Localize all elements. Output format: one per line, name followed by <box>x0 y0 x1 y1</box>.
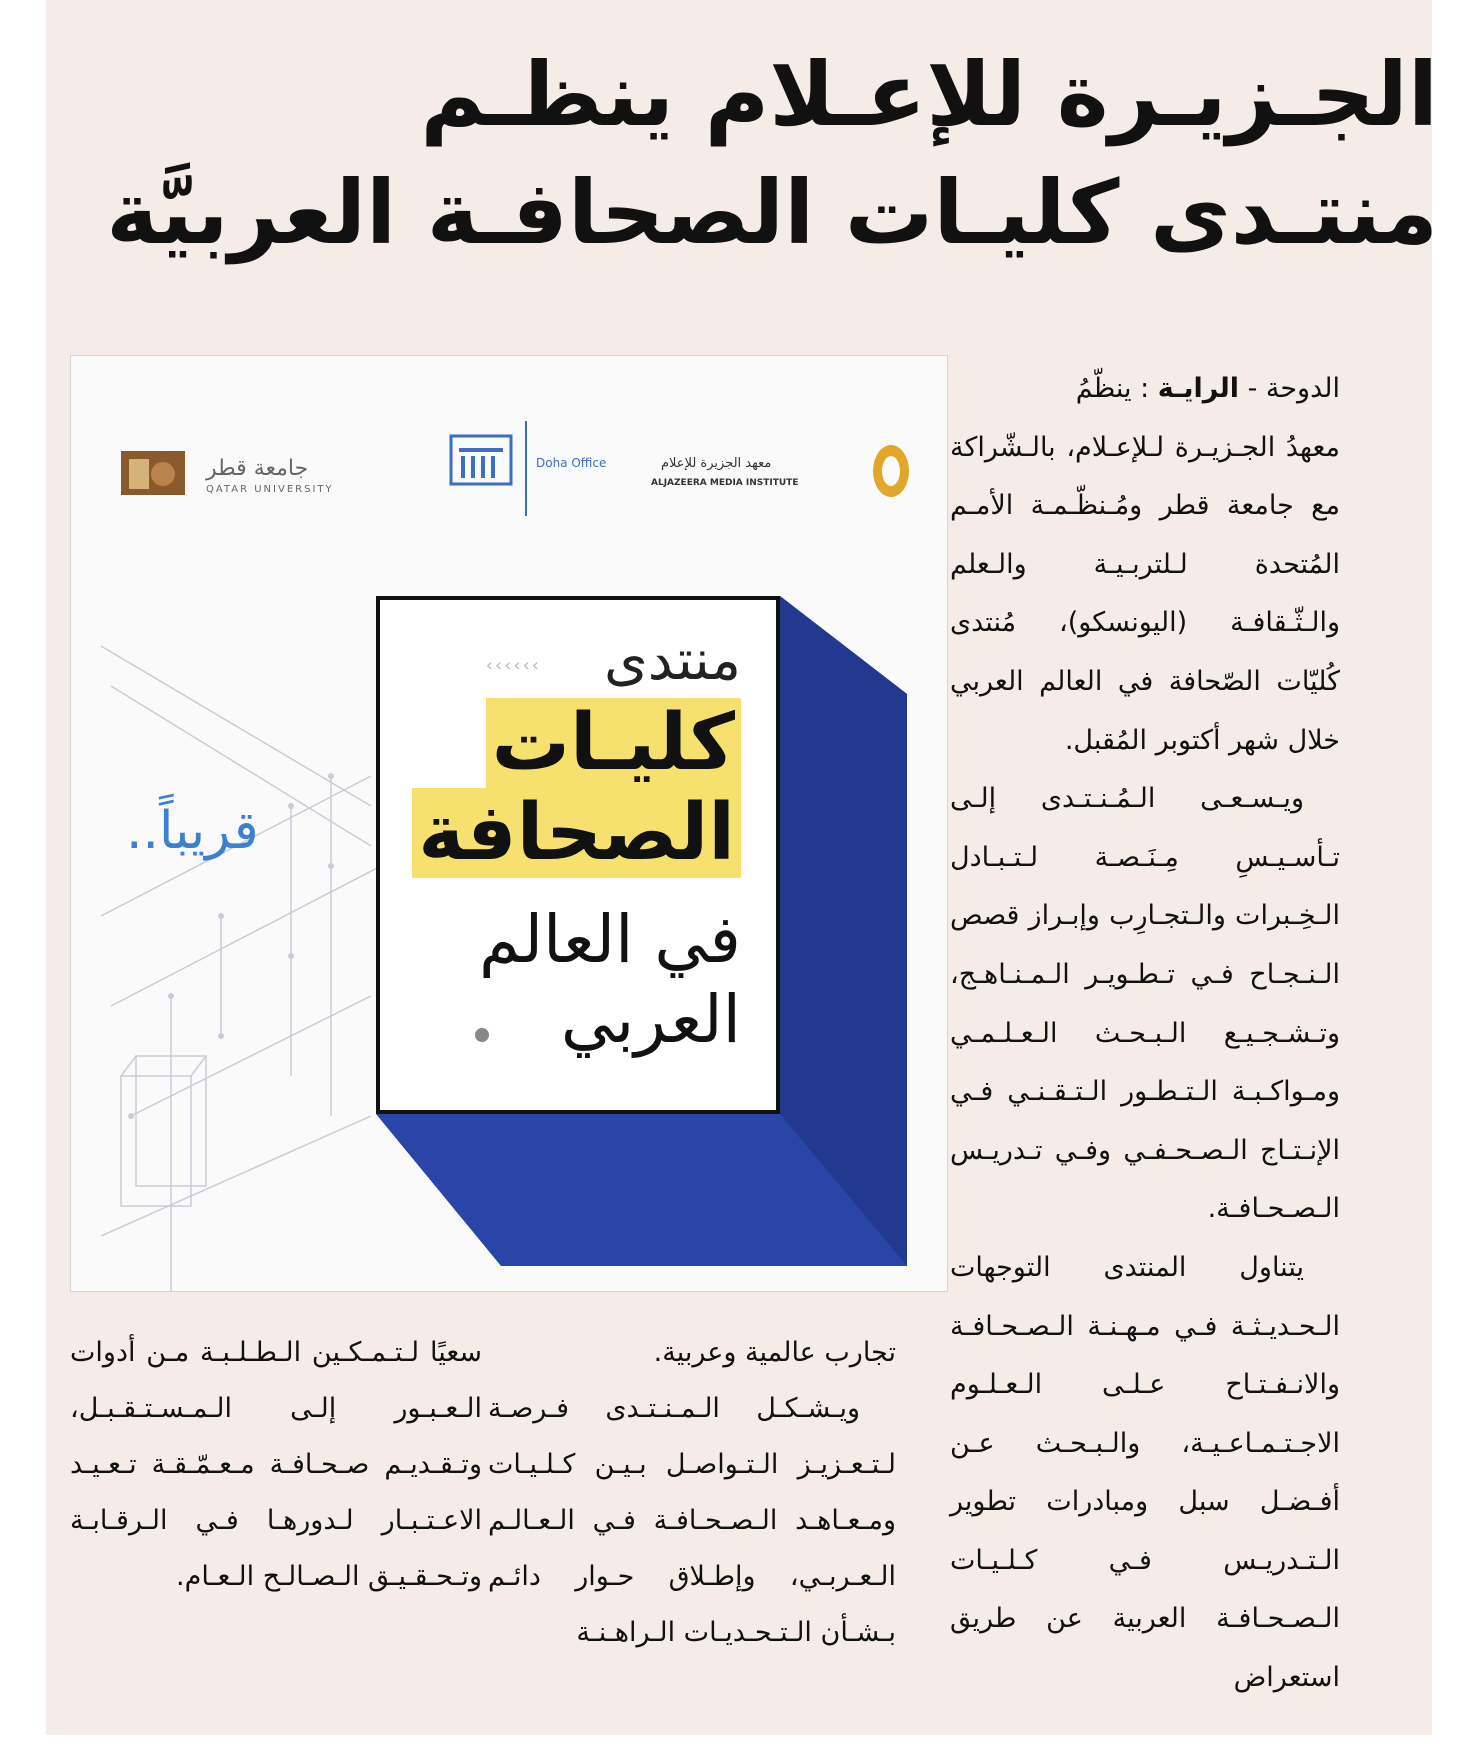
poster-line-in-the-world: في العالم <box>479 901 741 978</box>
forum-poster-image <box>70 355 948 1292</box>
poster-line-journalism <box>412 790 741 876</box>
article-paragraph-6: سعيًا لـتـمـكـين الـطـلـبـة مـن أدوات الـعـبـور إلـى الـمـسـتـقـبـل، وتـقـديـم صـحـافـة مـعـمّـقـة تـعـيـد الاعـتـبـار لـدورهـا فـي الـرقـابـة وتـحـقـيـق الـصـالـح الـعـام. <box>70 1337 482 1592</box>
poster-line-arab: العربي <box>560 981 741 1058</box>
aljazeera-media-institute-logo-en: ALJAZEERA MEDIA INSTITUTE <box>651 478 799 488</box>
article-paragraph-1: معهدُ الجـزيـرة لـلإعـلام، بالـشّراكة مع جامعة قطر ومُـنظّـمـة الأمـم المُتحدة لـلتربـيـة والـعلم والـثّـقافـة (اليونسكو)، مُنتدى كُليّات الصّحافة في العالم العربي خلال شهر أكتوبر المُقبل. <box>950 431 1340 756</box>
unesco-logo-text: Doha Office <box>536 456 607 470</box>
headline <box>70 36 1476 272</box>
article-paragraph-3: يتناول المنتدى التوجهات الـحـديـثـة فـي مـهـنـة الـصـحـافـة والانـفـتـاح عـلـى الـعـلـوم الاجـتـمـاعـيـة، والـبـحـث عـن أفـضـل سبل ومبادرات تطوير الـتـدريـس فـي كـلـيـات الـصـحـافـة العربية عن طريق استعراض <box>950 1251 1340 1694</box>
poster-title-box <box>376 596 780 1114</box>
coming-soon-text: قريباً.. <box>126 801 259 861</box>
dateline-place: الدوحة - <box>1238 373 1340 404</box>
dateline <box>950 360 1340 419</box>
dateline-source: الرايـة <box>1157 373 1239 404</box>
poster-line-colleges <box>486 700 741 786</box>
article-paragraph-2: ويـسـعـى الـمُـنـتـدى إلـى تـأسـيـسِ مِـنَـصـة لـتـبـادل الـخِـبرات والـتجـارِب وإبـراز قصص الـنـجـاح فـي تـطـويـر الـمـنـاهـج، وتـشـجـيـع الـبـحـث الـعـلـمـي ومـواكـبـة الـتـطـور الـتـقـنـي فـي الإنـتـاج الـصـحـفـي وفـي تـدريـس الـصـحـافـة. <box>950 783 1340 1225</box>
qatar-university-logo-ar: جامعة قطر <box>206 456 309 481</box>
qatar-university-logo-en: QATAR UNIVERSITY <box>206 484 334 495</box>
poster-dot <box>475 1028 489 1042</box>
article-column-right <box>950 360 1340 1708</box>
headline-line-1: الجـزيـرة للإعـلام ينظـم <box>420 43 1438 146</box>
article-column-left <box>70 1325 482 1605</box>
aljazeera-media-institute-logo-ar: معهد الجزيرة للإعلام <box>661 456 772 471</box>
poster-line-forum: منتدى <box>603 628 741 693</box>
poster-arrows: ›››››› <box>485 655 541 676</box>
poster-line-journalism-text: الصحافة <box>412 788 741 878</box>
poster-line-colleges-text: كليـات <box>486 698 741 788</box>
headline-line-2: منتـدى كليـات الصحافـة العربيَّة <box>106 161 1438 264</box>
article-paragraph-5: ويـشـكـل الـمـنـتـدى فـرصـة لـتـعـزيـز الـتـواصـل بـيـن كـلـيـات ومـعـاهـد الـصـحـافـة فـي الـعـالـم الـعـربـي، وإطـلاق حـوار دائـم بـشـأن الـتـحـديـات الـراهـنـة <box>488 1393 896 1648</box>
poster-line-arab-world <box>479 900 741 1060</box>
dateline-rest: : ينظّمُ <box>1075 373 1158 404</box>
article-paragraph-4: تجارب عالمية وعربية. <box>653 1337 896 1368</box>
article-column-middle <box>488 1325 896 1661</box>
